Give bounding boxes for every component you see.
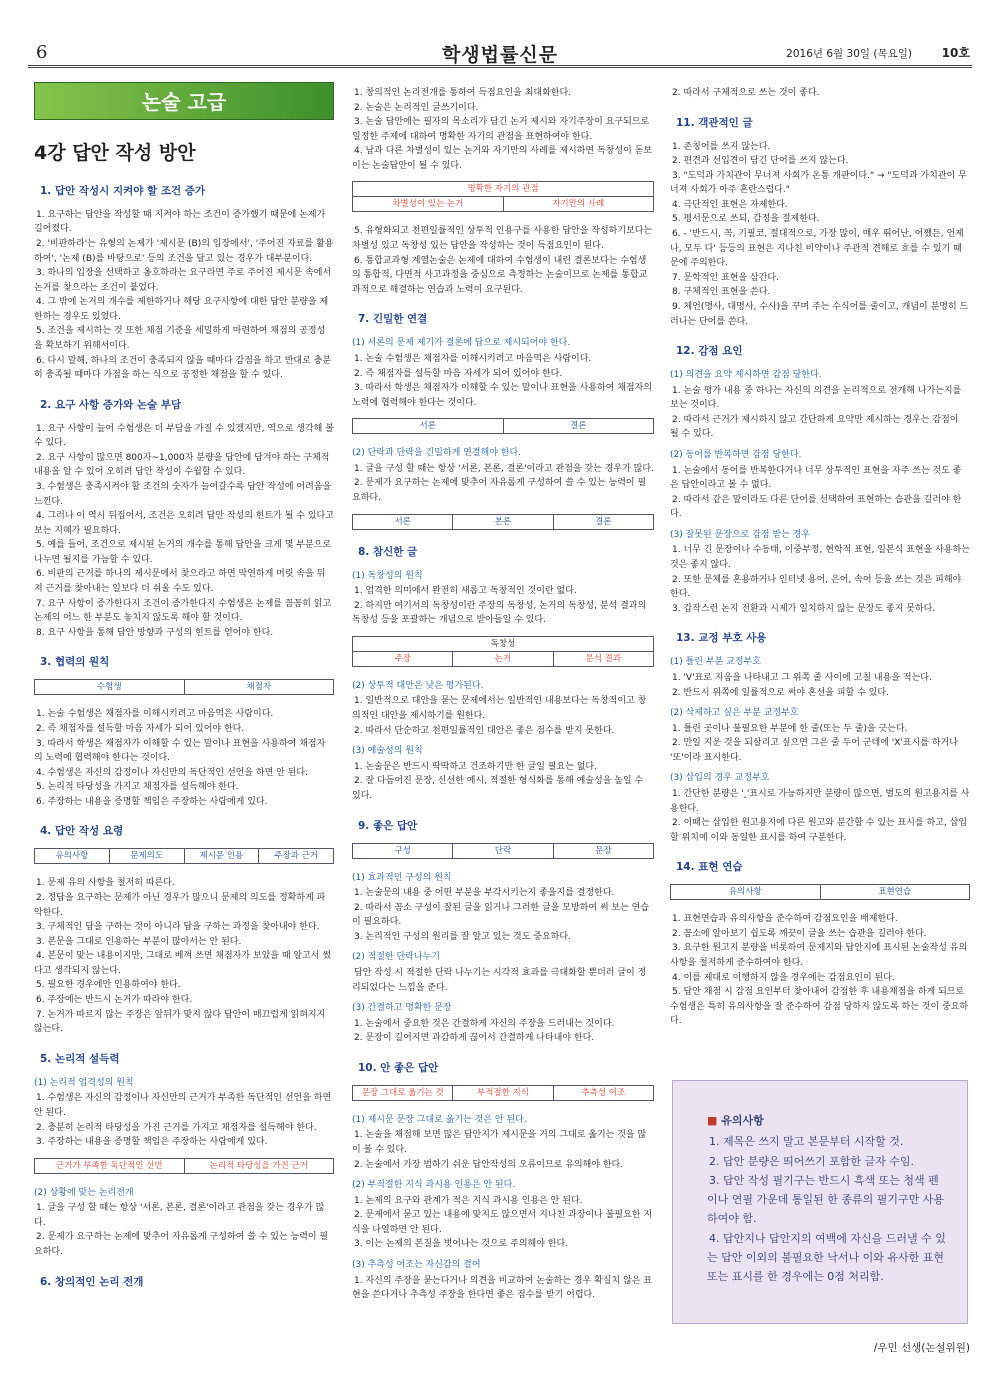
paragraph-line: 2. 이때는 삽입한 원고용지에 다른 원고와 분간할 수 있는 표시를 하고, 삽입할 위치에 이와 동일한 표시를 하여 구분한다. [670, 818, 968, 843]
box-cell: 차별성이 있는 논거 [353, 197, 504, 211]
paragraph-line: 3. 따라서 학생은 채점자가 이해할 수 있는 말이나 표현을 사용하여 채점자의 노력에 협력해야 한다는 것이다. [352, 383, 653, 408]
paragraph-group [352, 462, 654, 506]
paragraph-line: 3. 논리적인 구성의 원리를 잘 알고 있는 것도 중요하다. [354, 931, 571, 942]
paragraph-line: 2. 문제가 요구하는 논제에 맞추어 자유롭게 구성하여 쓸 수 있는 능력이 필요하다. [34, 1232, 329, 1257]
paragraph-line: 1. 논술에서 중요한 것은 간결하게 자신의 주장을 드러내는 것이다. [354, 1018, 615, 1029]
paragraph-line: 1. 논술에서 동어를 반복한다거나 너무 상투적인 표현을 자주 쓰는 것도 좋은 답안이라고 볼 수 없다. [670, 465, 962, 491]
page-number: 6 [36, 42, 48, 63]
paragraph-line: 5. 유형화되고 천편일률적인 상투적 인용구를 사용한 답안을 작성하기보다는 차별성 있고 독창성 있는 답안을 작성하는 것이 득점요인이 된다. [352, 226, 653, 252]
paragraph-group [352, 966, 654, 995]
box-cell: 결론 [595, 516, 612, 527]
section-heading: 7. 긴밀한 연결 [358, 313, 428, 326]
paragraph-line: 1. 요구 사항이 늘어 수험생은 더 부담을 가질 수 있겠지만, 역으로 생각해 볼 수 있다. [34, 423, 334, 449]
paragraph-group [352, 694, 654, 738]
box-cell: 제시문 인용 [185, 849, 260, 863]
paragraph-line: 1. 엄격한 의미에서 완전히 새롭고 독창적인 것이란 없다. [354, 586, 577, 597]
section-heading: 8. 참신한 글 [358, 545, 418, 558]
box-cell: 결론 [570, 421, 587, 432]
concept-box [352, 843, 654, 859]
paragraph-line: 2. 또한 문체를 혼용하거나 인터넷 용어, 은어, 속어 등을 쓰는 것은 피해야 한다. [670, 574, 962, 600]
paragraph-line: 4. 본문이 맞는 내용이지만, 그대로 베껴 쓰면 채점자가 보았을 때 알고서 썼다고 생각되지 않는다. [34, 951, 332, 976]
paragraph-line: 2. 만일 지운 것을 되살리고 싶으면 그은 줄 두어 군데에 'X'표시를 하거나 '또'이라 표시한다. [670, 738, 958, 763]
paragraph-line: 2. 요구 사항이 많으면 800자~1,000자 분량을 답안에 담겨야 하는 구체적 내용을 알 수 있어 오히려 답안 작성이 수월할 수 있다. [34, 452, 330, 478]
paragraph-line: 4. 그러나 이 역시 뒤집어서, 조건은 오히려 답안 작성의 힌트가 될 수 있다고 보는 지혜가 필요하다. [34, 511, 334, 536]
box-cell: 문장 그대로 옮기는 것 [353, 1086, 453, 1100]
paragraph-line: 5. 논리적 타당성을 가지고 채점자를 설득해야 한다. [36, 782, 239, 793]
paragraph-line: 3. 하나의 입장을 선택하고 옹호하라는 요구라면 주로 주어진 제시문 속에서 논거를 찾으라는 조건이 붙었다. [34, 268, 332, 293]
section-banner: 논술 고급 [34, 82, 334, 120]
paragraph-line: 1. 창의적인 논리전개를 통하여 득점요인을 최대화한다. [354, 88, 572, 98]
issue-number: 10호 [941, 46, 970, 60]
paragraph-group [670, 671, 970, 700]
concept-box [34, 679, 334, 695]
paragraph-line: 6. 통합교과형 계열논술은 논제에 대하여 수험생이 내린 결론보다는 수험생의 통합적, 다면적 사고과정을 중심으로 측정하는 논술이므로 논제를 통합교과적으로 해결하는 연습과 노력이 요구된다. [352, 255, 648, 295]
paragraph-line: 1. 논술 평가 내용 중 하나는 자신의 의견을 논리적으로 전개해 나가는지를 보는 것이다. [670, 385, 962, 411]
paragraph-line: 4. 수험생은 자신의 감정이나 자신만의 독단적인 선언을 하면 안 된다. [36, 767, 308, 778]
paragraph-group [352, 886, 654, 944]
paragraph-group [670, 543, 970, 616]
paragraph-line: 6. 비판의 근거를 하나의 제시문에서 찾으라고 하면 막연하게 머릿 속을 뒤져 근거를 찾아내는 일보다 더 쉬울 수도 있다. [34, 569, 326, 595]
paragraph-group [34, 422, 334, 641]
paragraph-line: 1. 너무 긴 문장이나 수동태, 이중부정, 현학적 표현, 일본식 표현을 사용하는 것은 좋지 않다. [670, 545, 970, 571]
section-heading: 2. 요구 사항 증가와 논술 부담 [40, 398, 182, 411]
section-heading: 13. 교정 부호 사용 [676, 632, 767, 645]
box-cell: 단락 [453, 844, 553, 858]
box-cell: 채점자 [246, 682, 272, 693]
paragraph-line: 2. 충분히 논리적 타당성을 가진 근거를 가지고 채점자를 설득해야 한다. [36, 1122, 317, 1133]
paragraph-group [670, 912, 970, 1029]
paragraph-line: 7. 논거가 따르지 않는 주장은 앞뒤가 맞지 않다 답안이 매끄럽게 읽혀지지 않는다. [34, 1009, 326, 1035]
box-cell: 근거가 부족한 독단적인 선언 [35, 1159, 185, 1173]
paragraph-line: 3. 본문을 그대로 인용하는 부분이 많아서는 안 된다. [36, 936, 242, 947]
subheading: (2) 상황에 맞는 논리전개 [34, 1187, 134, 1198]
box-cell: 자기만의 사례 [552, 199, 605, 210]
section-heading: 12. 감점 요인 [676, 345, 743, 358]
paragraph-line: 1. 표현연습과 유의사항을 준수하여 감점요인을 배제한다. [672, 914, 898, 925]
box-cell: 표현연습 [878, 887, 912, 898]
paragraph-line: 1. 틀린 곳이나 불필요한 부분에 한 줄(또는 두 줄)을 긋는다. [672, 723, 908, 734]
paragraph-group [670, 464, 970, 522]
subheading: (2) 동어를 반복하면 감점 당한다. [670, 449, 802, 460]
section-heading: 9. 좋은 답안 [358, 819, 418, 832]
subheading: (3) 간결하고 명확한 문장 [352, 1003, 452, 1014]
box-cell: 논리적 타당성을 가진 근거 [209, 1160, 308, 1171]
paragraph-line: 7. 문학적인 표현을 삼간다. [672, 272, 779, 283]
subheading: (1) 논리적 엄격성의 원칙 [34, 1077, 134, 1088]
paragraph-group [34, 707, 334, 809]
paragraph-line: 3. "도덕과 가치관이 무너져 사회가 온통 개판이다." → "도덕과 가치관이 무너져 사회가 아주 혼란스럽다." [670, 170, 967, 196]
paragraph-line: 5. 답안 채점 시 감점 요인부터 찾아내어 감점한 후 내용채점을 하게 되므로 수험생은 특히 유의사항을 잘 준수하여 감점 당하지 않도록 하는 것이 중요하다. [670, 987, 969, 1027]
subheading: (3) 삽입의 경우 교정부호 [670, 773, 770, 784]
paragraph-line: 2. 반드시 위쪽에 일률적으로 써야 혼선을 피할 수 있다. [672, 687, 889, 698]
column-3 [670, 86, 970, 1029]
paragraph-line: 2. 논술에서 가장 범하기 쉬운 답안작성의 오류이므로 유의해야 한다. [354, 1159, 624, 1170]
author-signature: /우민 선생(논설위원) [873, 1342, 970, 1354]
subheading: (3) 잘못된 문장으로 감점 받는 경우 [670, 529, 811, 540]
subheading: (1) 효과적인 구성의 원칙 [352, 872, 452, 883]
paragraph-line: 2. 하지만 여기서의 독창성이란 주장의 독창성, 논거의 독창성, 분석 결과의 독창성 등을 포괄하는 개념으로 받아들일 수 있다. [352, 600, 647, 626]
paragraph-line: 1. 논술문의 내용 중 어떤 부분을 부각시키는지 좋을지를 결정한다. [354, 888, 615, 899]
box-cell: 분석 결과 [585, 653, 622, 664]
page-header [28, 38, 972, 68]
paragraph-line: 3. 이는 논제의 본질을 벗어나는 것으로 주의해야 한다. [354, 1239, 569, 1250]
paragraph-line: 2. 따라서 단순하고 천편일률적인 대안은 좋은 점수를 받지 못한다. [354, 725, 615, 736]
paragraph-line: 2. 따라서 근거가 제시하지 않고 간단하게 요약만 제시하는 경우는 감점이 될 수 있다. [670, 414, 959, 440]
box-top: 명확한 자기의 관점 [353, 182, 653, 197]
concept-box [34, 1158, 334, 1174]
paragraph-group [34, 1091, 334, 1149]
paragraph-line: 2. 즉 채점자를 설득할 마음 자세가 되어 있어야 한다. [354, 368, 563, 379]
notice-title-text: 유의사항 [721, 1114, 764, 1127]
paragraph-line: 2. 문제가 요구하는 논제에 맞추어 자유롭게 구성하여 쓸 수 있는 능력이 필요하다. [352, 478, 647, 503]
paragraph-group [352, 760, 654, 804]
box-cell: 서론 [353, 515, 453, 529]
box-cell: 논거 [453, 652, 553, 666]
paragraph-group [34, 208, 334, 383]
box-cell: 부적절한 지식 [453, 1086, 553, 1100]
paragraph-line: 5. 예를 들어, 조건으로 제시된 논거의 개수를 통해 답안을 크게 몇 부분으로 나누면 될지를 가늠할 수 있다. [34, 540, 332, 565]
subheading: (1) 의견을 요약 제시하면 감점 당한다. [670, 370, 822, 381]
paragraph-line: 5. 조건을 제시하는 것 또한 채점 기준을 세밀하게 마련하여 채점의 공정성을 확보하기 위해서이다. [34, 326, 326, 351]
box-cell: 수험생 [35, 680, 185, 694]
subheading: (1) 틀린 부분 교정부호 [670, 657, 761, 668]
section-heading: 6. 창의적인 논리 전개 [40, 1275, 144, 1288]
concept-box [34, 848, 334, 864]
paragraph-line: 2. 잘 다듬어진 문장, 신선한 예시, 적절한 형식화를 통해 예술성을 높일 수 있다. [352, 776, 644, 801]
paragraph-line: 1. 일반적으로 대안을 묻는 문제에서는 일반적인 내용보다는 독창적이고 창의적인 대안을 제시하기를 원한다. [352, 696, 647, 722]
paragraph-line: 7. 요구 사항이 증가한다지 조건이 증가한다지 수험생은 논제를 꼼꼼히 읽고 논제의 어느 한 부분도 놓치지 않도록 해야 할 것이다. [34, 598, 332, 624]
paragraph-line: 3. 따라서 학생은 채점자가 이해할 수 있는 말이나 표현을 사용하여 채점자의 노력에 협력해야 한다는 것이다. [34, 738, 326, 764]
section-heading: 1. 답안 작성시 지켜야 할 조건 증가 [40, 184, 206, 197]
paragraph-group [352, 352, 654, 410]
paragraph-line: 2. 논술은 논리적인 글쓰기이다. [354, 102, 479, 113]
paragraph-line: 2. 답안 분량은 띄어쓰기 포함한 글자 수임. [709, 1154, 914, 1168]
section-heading: 11. 객관적인 글 [676, 116, 753, 129]
paragraph-line: 1. 문제 유의 사항을 철저히 따른다. [36, 878, 175, 889]
paragraph-line: 1. 요구하는 답안을 작성할 때 지켜야 하는 조건이 증가했기 때문에 논제가 길어졌다. [34, 209, 326, 235]
paragraph-group [352, 86, 654, 173]
concept-box [352, 514, 654, 530]
section-heading: 14. 표현 연습 [676, 861, 743, 874]
section-heading: 5. 논리적 설득력 [40, 1052, 120, 1065]
paragraph-line: 6. 주장하는 내용을 증명할 책임은 주장하는 사람에게 있다. [36, 796, 268, 807]
box-cell: 추측성 어조 [581, 1087, 626, 1098]
paragraph-line: 4. 이를 제대로 이행하지 않을 경우에는 감점요인이 된다. [672, 972, 895, 983]
paragraph-line: 3. 구체적인 답을 구하는 것이 아니라 답을 구하는 과정을 찾아내야 한다. [36, 922, 320, 933]
notice-title: ■ 유의사항 [707, 1114, 764, 1127]
paragraph-line: 2. 정답을 요구하는 문제가 아닌 경우가 많으니 문제의 의도를 정확하게 파악한다. [34, 893, 326, 918]
box-cell: 유의사항 [35, 849, 110, 863]
paragraph-line: 2. 꼼소에 알아보기 쉽도록 깨끗이 글을 쓰는 습관을 길러야 한다. [672, 928, 927, 939]
paragraph-line: 3. 갑작스런 논지 전환과 시제가 일치하지 않는 문장도 좋지 못하다. [672, 603, 936, 614]
column-2 [352, 86, 654, 1303]
paragraph-line: 8. 요구 사항을 통해 답안 방향과 구성의 힌트를 얻어야 한다. [36, 627, 274, 638]
paragraph-line: 답안 작성 시 적절한 단락 나누기는 시각적 효과를 극대화할 뿐더러 글이 정리되었다는 느낌을 준다. [352, 967, 647, 993]
paragraph-line: 2. 따라서 같은 말이라도 다른 단어를 선택하여 표현하는 습관을 길러야 한다. [670, 494, 962, 520]
paragraph-group [670, 86, 970, 101]
paragraph-line: 1. 자신의 주장을 묻는다거나 의견을 비교하여 논술하는 경우 확실치 않은 표현을 쓴다거나 추측성 주장을 한다면 좋은 점수를 받기 어렵다. [352, 1275, 653, 1301]
newspaper-title: 학생법률신문 [441, 44, 559, 66]
paragraph-group [352, 1274, 654, 1303]
issue-date: 2016년 6월 30일 (목요일) [786, 48, 912, 60]
paragraph-line: 6. 주장에는 반드시 논거가 따라야 한다. [36, 995, 193, 1006]
paragraph-line: 6. 다시 말해, 하나의 조건이 충족되지 않을 때마다 감점을 하고 반대로 충분히 충족될 때마다 가점을 하는 식으로 공정한 채점을 할 수 있다. [34, 355, 332, 381]
paragraph-group [34, 1201, 334, 1259]
paragraph-line: 1. 제목은 쓰지 말고 본문부터 시작할 것. [709, 1135, 904, 1149]
box-bottom [353, 652, 653, 666]
paragraph-group [352, 584, 654, 628]
subheading: (3) 예술성의 원칙 [352, 746, 423, 757]
paragraph-group [670, 722, 970, 766]
paragraph-group [352, 1194, 654, 1252]
paragraph-line: 2. 따라서 구체적으로 쓰는 것이 좋다. [672, 88, 820, 98]
paragraph-line: 2. 즉 채점자를 설득할 마음 자세가 되어 있어야 한다. [36, 723, 245, 734]
paragraph-line: 1. 간단한 분량은 '‸'표시로 가능하지만 분량이 많으면, 별도의 원고용지를 사용한다. [670, 788, 970, 814]
subheading: (2) 삭제하고 싶은 부분 교정부호 [670, 708, 799, 719]
paragraph-group [670, 140, 970, 330]
paragraph-group [670, 384, 970, 442]
section-heading: 3. 협력의 원칙 [40, 656, 110, 669]
subheading: (1) 제시문 문장 그대로 옮기는 것은 안 된다. [352, 1114, 527, 1125]
paragraph-line: 1. 수험생은 자신의 감정이나 자신만의 근거가 부족한 독단적인 선언을 하면 안 된다. [34, 1093, 332, 1118]
subheading: (2) 단락과 단락을 긴밀하게 연결해야 한다. [352, 448, 522, 459]
paragraph-line: 1. 존칭어를 쓰지 않는다. [672, 141, 771, 152]
subheading: (1) 서론의 문제 제기가 결론에 답으로 제시되어야 한다. [352, 338, 571, 349]
paragraph-line: 1. 논술 수험생은 채점자를 이해시키려고 마음먹은 사람이다. [36, 709, 274, 720]
paragraph-group [670, 787, 970, 845]
box-cell: 본론 [453, 515, 553, 529]
paragraph-line: 5. 평서문으로 쓰되, 감정을 절제한다. [672, 214, 820, 225]
box-cell: 주장과 근거 [274, 851, 318, 862]
box-cell: 유의사항 [671, 885, 821, 899]
concept-box [352, 636, 654, 667]
subheading: (1) 독창성의 원칙 [352, 570, 423, 581]
paragraph-group [352, 1017, 654, 1046]
paragraph-line: 2. 문제에서 묻고 있는 내용에 맞지도 않으면서 지나친 과장이나 불필요한 지식을 나열하면 안 된다. [352, 1210, 653, 1235]
paragraph-line: 3. 답안 작성 필기구는 반드시 흑색 또는 청색 펜이나 연필 가운데 통일된 한 종류의 필기구만 사용하여야 함. [707, 1173, 944, 1226]
paragraph-line: 1. 논술 수험생은 채점자를 이해시키려고 마음먹은 사람이다. [354, 353, 592, 364]
paragraph-line: 2. 따라서 꼼소 구성이 잘된 글을 읽거나 그러한 글을 모방하여 써 보는 연습이 필요하다. [352, 902, 650, 928]
paragraph-line: 4. 답안지나 답안지의 여백에 자신을 드러낼 수 있는 답안 이외의 불필요한 낙서나 이와 유사한 표현 또는 표시를 한 경우에는 0점 처리함. [707, 1231, 946, 1283]
paragraph-line: 2. '비판하라'는 유형의 논제가 '제시문 (B)의 입장에서', '주어진 자료를 활용하여', '논제 (B)를 바탕으로' 등의 조건을 달고 있는 경우가 대부분이다. [34, 238, 334, 264]
section-heading: 10. 안 좋은 답안 [358, 1061, 439, 1074]
concept-box [352, 418, 654, 434]
paragraph-group [352, 1128, 654, 1172]
paragraph-line: 1. 논제의 요구와 관계가 적은 지식 과시용 인용은 안 된다. [354, 1195, 583, 1206]
box-cell: 주장 [353, 652, 453, 666]
paragraph-line: 4. 극단적인 표현은 자제한다. [672, 199, 788, 210]
paragraph-line: 3. 수험생은 충족시켜야 할 조건의 숫자가 늘어갈수록 답안 작성에 어려움을 느낀다. [34, 482, 332, 507]
paragraph-line: 4. 남과 다른 차별성이 있는 논거와 자기만의 사례를 제시하면 독창성이 돋보이는 논술답안이 될 수 있다. [352, 146, 653, 171]
concept-box [352, 181, 654, 212]
subheading: (2) 상투적 대안은 낮은 평가된다. [352, 680, 484, 691]
paragraph-line: 1. 논술문은 반드시 딱딱하고 건조하기만 한 글일 필요는 없다. [354, 761, 597, 772]
box-cell: 문장 [595, 845, 612, 856]
subheading: (2) 부적절한 지식 과시용 인용은 안 된다. [352, 1180, 516, 1191]
box-cell: 문제의도 [110, 849, 185, 863]
paragraph-line: 2. 편견과 선입견이 담긴 단어를 쓰지 않는다. [672, 156, 849, 167]
section-heading: 4. 답안 작성 요령 [40, 825, 124, 838]
notice-items [707, 1132, 949, 1286]
box-top: 독창성 [353, 637, 653, 652]
concept-box [670, 884, 970, 900]
box-cell: 서론 [353, 419, 504, 433]
paragraph-line: 9. 체언(명사, 대명사, 수사)을 꾸며 주는 수식어를 줄이고, 개념이 분명히 드러나는 단어를 쓴다. [670, 301, 969, 327]
notice-box [672, 1080, 968, 1324]
box-bottom [353, 197, 653, 211]
paragraph-line: 3. 요구한 원고지 분량을 비롯하여 문제지와 답안지에 표시된 논술작성 유의사항을 철저하게 준수하여야 한다. [670, 943, 968, 969]
paragraph-line: 1. 글을 구성 할 때는 항상 '서론, 본론, 결론'이라고 관점을 갖는 경우가 많다. [34, 1203, 325, 1228]
paragraph-line: 1. 논술을 채점해 보면 많은 답안지가 제시문을 거의 그대로 옮기는 것을 많이 볼 수 있다. [352, 1130, 647, 1156]
column-1 [34, 82, 334, 1299]
paragraph-group [352, 224, 654, 297]
paragraph-line: 1. 'V'표로 지움을 나타내고 그 위쪽 줄 사이에 고칠 내용을 적는다. [672, 672, 932, 683]
paragraph-line: 5. 필요한 경우에만 인용하여야 한다. [36, 980, 181, 991]
paragraph-line: 8. 구체적인 표현을 쓴다. [672, 287, 771, 298]
paragraph-line: 6. - '반드시, 꼭, 기필코, 절대적으로, 가장 많이, 매우 뛰어난, 어쨌든, 언제나, 모두 다' 등등의 표현은 지나친 비약이나 주관적 견해로 흐를 수 있기 때문에 주의한다. [670, 229, 964, 269]
box-cell: 구성 [353, 844, 453, 858]
subheading: (2) 적절한 단락나누기 [352, 952, 441, 963]
paragraph-group [34, 876, 334, 1036]
paragraph-line: 3. 주장하는 내용을 증명할 책임은 주장하는 사람에게 있다. [36, 1137, 268, 1148]
subheading: (3) 추측성 어조는 자신감의 결여 [352, 1260, 481, 1271]
paragraph-line: 4. 그 밖에 논거의 개수를 제한하거나 해당 요구사항에 대한 답안 분량을 제한하는 경우도 있었다. [34, 297, 329, 322]
paragraph-line: 1. 글을 구성 할 때는 항상 '서론, 본론, 결론'이라고 관점을 갖는 경우가 많다. [354, 463, 654, 474]
paragraph-line: 3. 논술 답안에는 필자의 목소리가 담긴 논거 제시와 자기주장이 요구되므로 일정한 주제에 대하여 명확한 자기의 관점을 표현하여야 한다. [352, 117, 650, 142]
lesson-title: 4강 답안 작성 방안 [34, 142, 196, 164]
paragraph-line: 2. 문장이 길어지면 과감하게 끊어서 간결하게 나타내야 한다. [354, 1033, 595, 1044]
concept-box [352, 1085, 654, 1101]
